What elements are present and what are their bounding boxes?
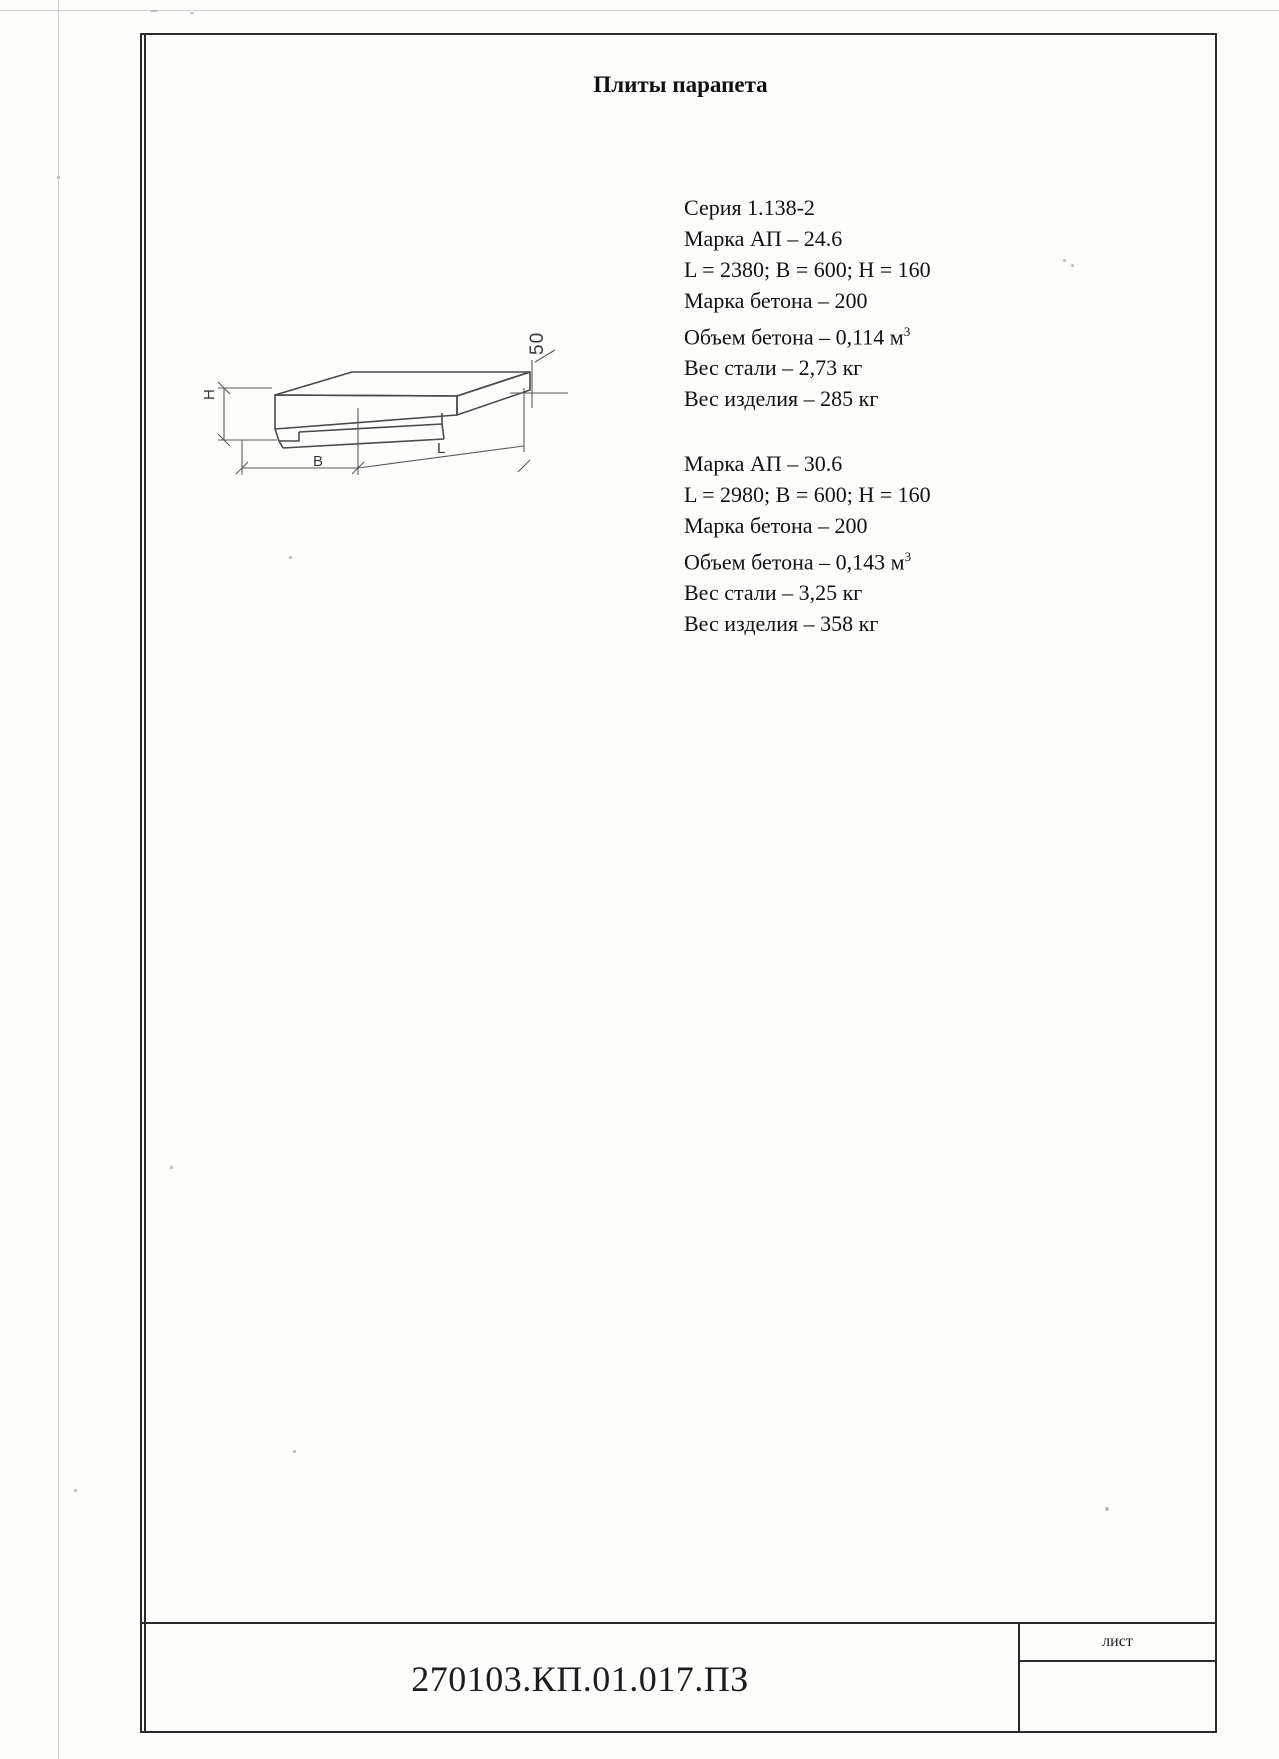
sheet-label: лист	[1020, 1624, 1215, 1662]
scan-speck	[74, 1489, 77, 1492]
scan-edge-top	[0, 10, 1279, 11]
spec-line: Марка АП – 24.6	[684, 226, 843, 251]
dimension-label-length: L	[437, 440, 447, 457]
specification-block-ap-30-6	[684, 448, 931, 639]
spec-line: Вес стали – 3,25 кг	[684, 580, 863, 606]
drawing-frame	[140, 33, 1217, 1733]
scan-speck	[150, 10, 158, 12]
spec-volume-superscript: 3	[904, 549, 912, 564]
sheet-number-cell	[1020, 1662, 1215, 1733]
title-block-right-column	[1020, 1624, 1215, 1733]
spec-volume-text: Объем бетона – 0,114 м	[684, 324, 904, 350]
spec-line: Серия 1.138-2	[684, 195, 815, 220]
dimension-label-height: H	[201, 388, 218, 400]
spec-line-volume	[684, 541, 931, 577]
parapet-slab-drawing	[180, 300, 600, 530]
spec-line: L = 2980; B = 600; H = 160	[684, 482, 931, 507]
spec-line: Марка АП – 30.6	[684, 451, 843, 476]
page-title: Плиты парапета	[593, 72, 768, 97]
specification-block-ap-24-6	[684, 192, 931, 414]
drawing-frame-inner-margin	[144, 33, 146, 1733]
title-block-main-cell	[142, 1624, 1020, 1733]
spec-line: Вес изделия – 285 кг	[684, 386, 879, 412]
spec-volume-text: Объем бетона – 0,143 м	[684, 549, 905, 575]
spec-volume-superscript: 3	[903, 324, 911, 339]
title-block	[142, 1622, 1215, 1731]
spec-line: Вес изделия – 358 кг	[684, 611, 879, 637]
spec-line: Марка бетона – 200	[684, 513, 868, 538]
scan-speck	[57, 176, 60, 179]
scan-edge-left	[58, 0, 59, 1759]
spec-line: Марка бетона – 200	[684, 288, 868, 313]
document-number: 270103.КП.01.017.ПЗ	[411, 1658, 749, 1699]
dimension-label-notch: 50	[527, 331, 548, 355]
spec-line: L = 2380; B = 600; H = 160	[684, 257, 931, 282]
dimension-label-width: B	[313, 453, 325, 470]
scan-speck	[190, 12, 194, 14]
spec-line: Вес стали – 2,73 кг	[684, 355, 863, 381]
spec-line-volume	[684, 316, 931, 352]
